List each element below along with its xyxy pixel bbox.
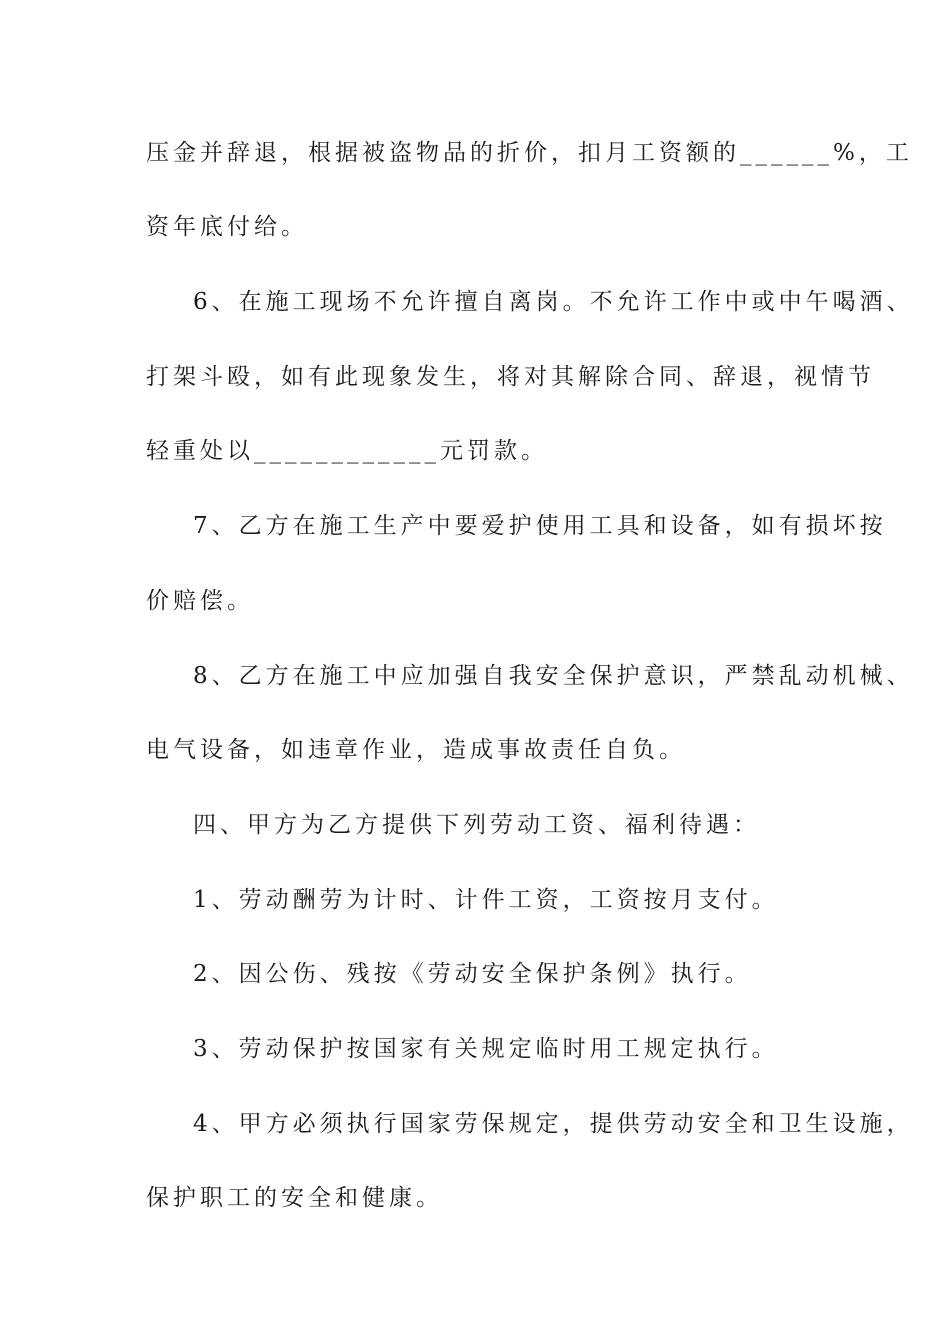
paragraph-line: 2、因公伤、残按《劳动安全保护条例》执行。 xyxy=(193,961,752,987)
paragraph-line: 电气设备，如违章作业，造成事故责任自负。 xyxy=(146,737,686,763)
paragraph-line: 资年底付给。 xyxy=(146,214,308,240)
paragraph-line: 4、甲方必须执行国家劳保规定，提供劳动安全和卫生设施， xyxy=(193,1111,914,1137)
paragraph-line: 6、在施工现场不允许擅自离岗。不允许工作中或中午喝酒、 xyxy=(193,289,914,315)
section-heading: 四、甲方为乙方提供下列劳动工资、福利待遇： xyxy=(193,812,760,838)
paragraph-line: 8、乙方在施工中应加强自我安全保护意识，严禁乱动机械、 xyxy=(193,663,914,689)
paragraph-line: 7、乙方在施工生产中要爱护使用工具和设备，如有损坏按 xyxy=(193,513,887,539)
paragraph-line: 1、劳动酬劳为计时、计件工资，工资按月支付。 xyxy=(193,887,779,913)
paragraph-line: 价赔偿。 xyxy=(146,588,254,614)
paragraph-line: 3、劳动保护按国家有关规定临时用工规定执行。 xyxy=(193,1036,779,1062)
paragraph-line: 打架斗殴，如有此现象发生，将对其解除合同、辞退，视情节 xyxy=(146,364,875,390)
paragraph-line: 保护职工的安全和健康。 xyxy=(146,1185,443,1211)
paragraph-line: 轻重处以____________元罚款。 xyxy=(146,438,548,464)
paragraph-line: 压金并辞退，根据被盗物品的折价，扣月工资额的______%，工 xyxy=(146,140,913,166)
